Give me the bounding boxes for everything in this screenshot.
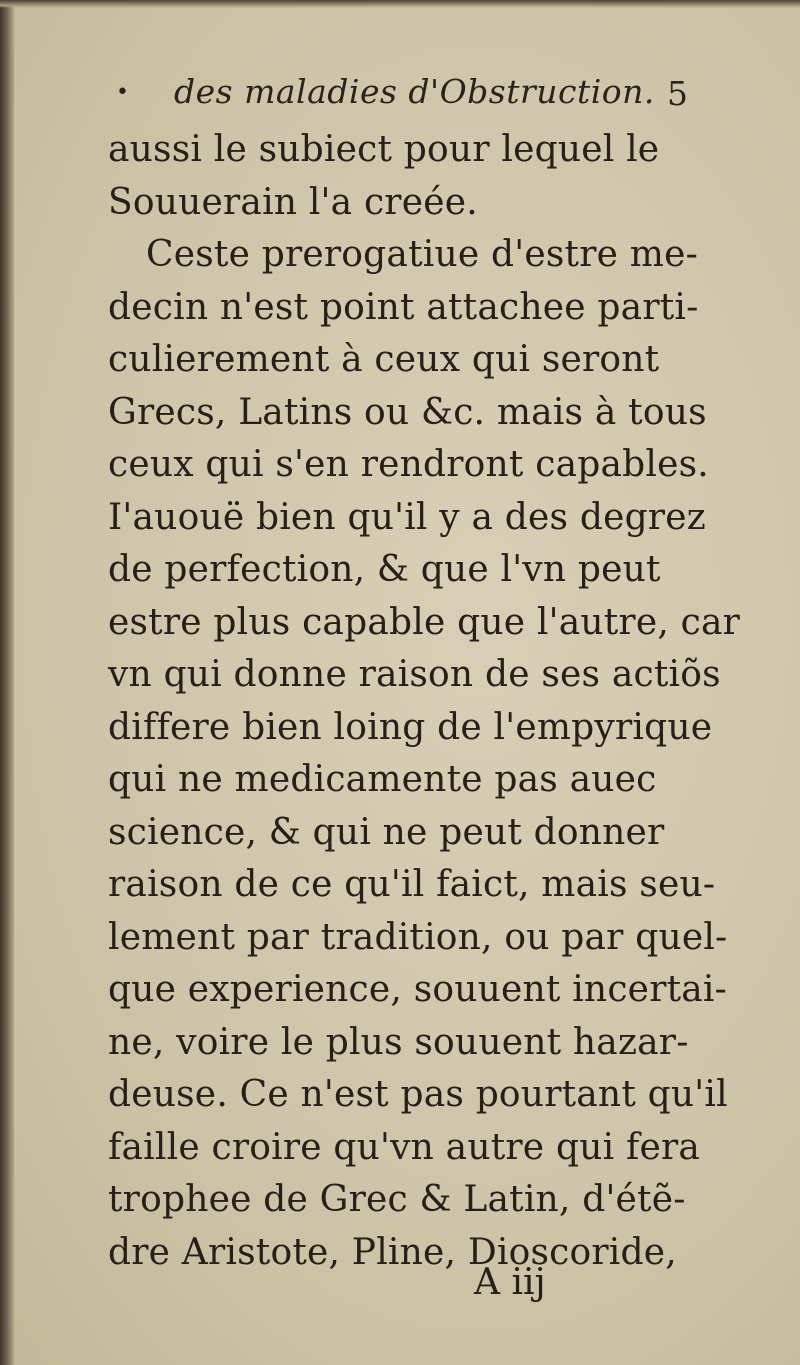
header-ornament: • — [116, 80, 129, 105]
text-line: de perfection, & que l'vn peut — [108, 549, 661, 590]
text-line: differe bien loing de l'empyrique — [108, 706, 713, 748]
binding-edge — [0, 0, 14, 1365]
text-line: culierement à ceux qui seront — [108, 339, 660, 380]
text-line: Ceste prerogatiue d'estre me- — [146, 234, 698, 275]
signature-mark: A iij — [474, 1262, 546, 1303]
text-line: lement par tradition, ou par quel- — [108, 916, 728, 958]
text-line: deuse. Ce n'est pas pourtant qu'il — [108, 1074, 728, 1115]
body-text — [108, 124, 741, 1279]
text-line: aussi le subiect pour lequel le — [108, 129, 660, 170]
text-line: ceux qui s'en rendront capables. — [108, 444, 709, 485]
running-title: des maladies d'Obstruction. — [174, 72, 655, 111]
text-line: trophee de Grec & Latin, d'étẽ- — [108, 1179, 686, 1220]
text-line: science, & qui ne peut donner — [108, 811, 665, 853]
text-line: raison de ce qu'il faict, mais seu- — [108, 864, 716, 905]
text-line: dre Aristote, Pline, Dioscoride, — [108, 1231, 677, 1273]
text-line: Grecs, Latins ou &c. mais à tous — [108, 391, 707, 433]
page-number: 5 — [667, 74, 688, 113]
page-header — [112, 72, 692, 122]
page-top-edge — [0, 0, 800, 8]
text-line: vn qui donne raison de ses actiõs — [108, 654, 721, 695]
text-line: ne, voire le plus souuent hazar- — [108, 1021, 689, 1063]
text-line: decin n'est point attachee parti- — [108, 286, 699, 328]
text-line: estre plus capable que l'autre, car — [108, 601, 741, 643]
text-line: faille croire qu'vn autre qui fera — [108, 1126, 701, 1168]
text-line: Souuerain l'a creée. — [108, 181, 478, 223]
text-line: que experience, souuent incertai- — [108, 969, 728, 1010]
text-line: qui ne medicamente pas auec — [108, 759, 657, 800]
text-line: I'auouë bien qu'il y a des degrez — [108, 496, 706, 538]
